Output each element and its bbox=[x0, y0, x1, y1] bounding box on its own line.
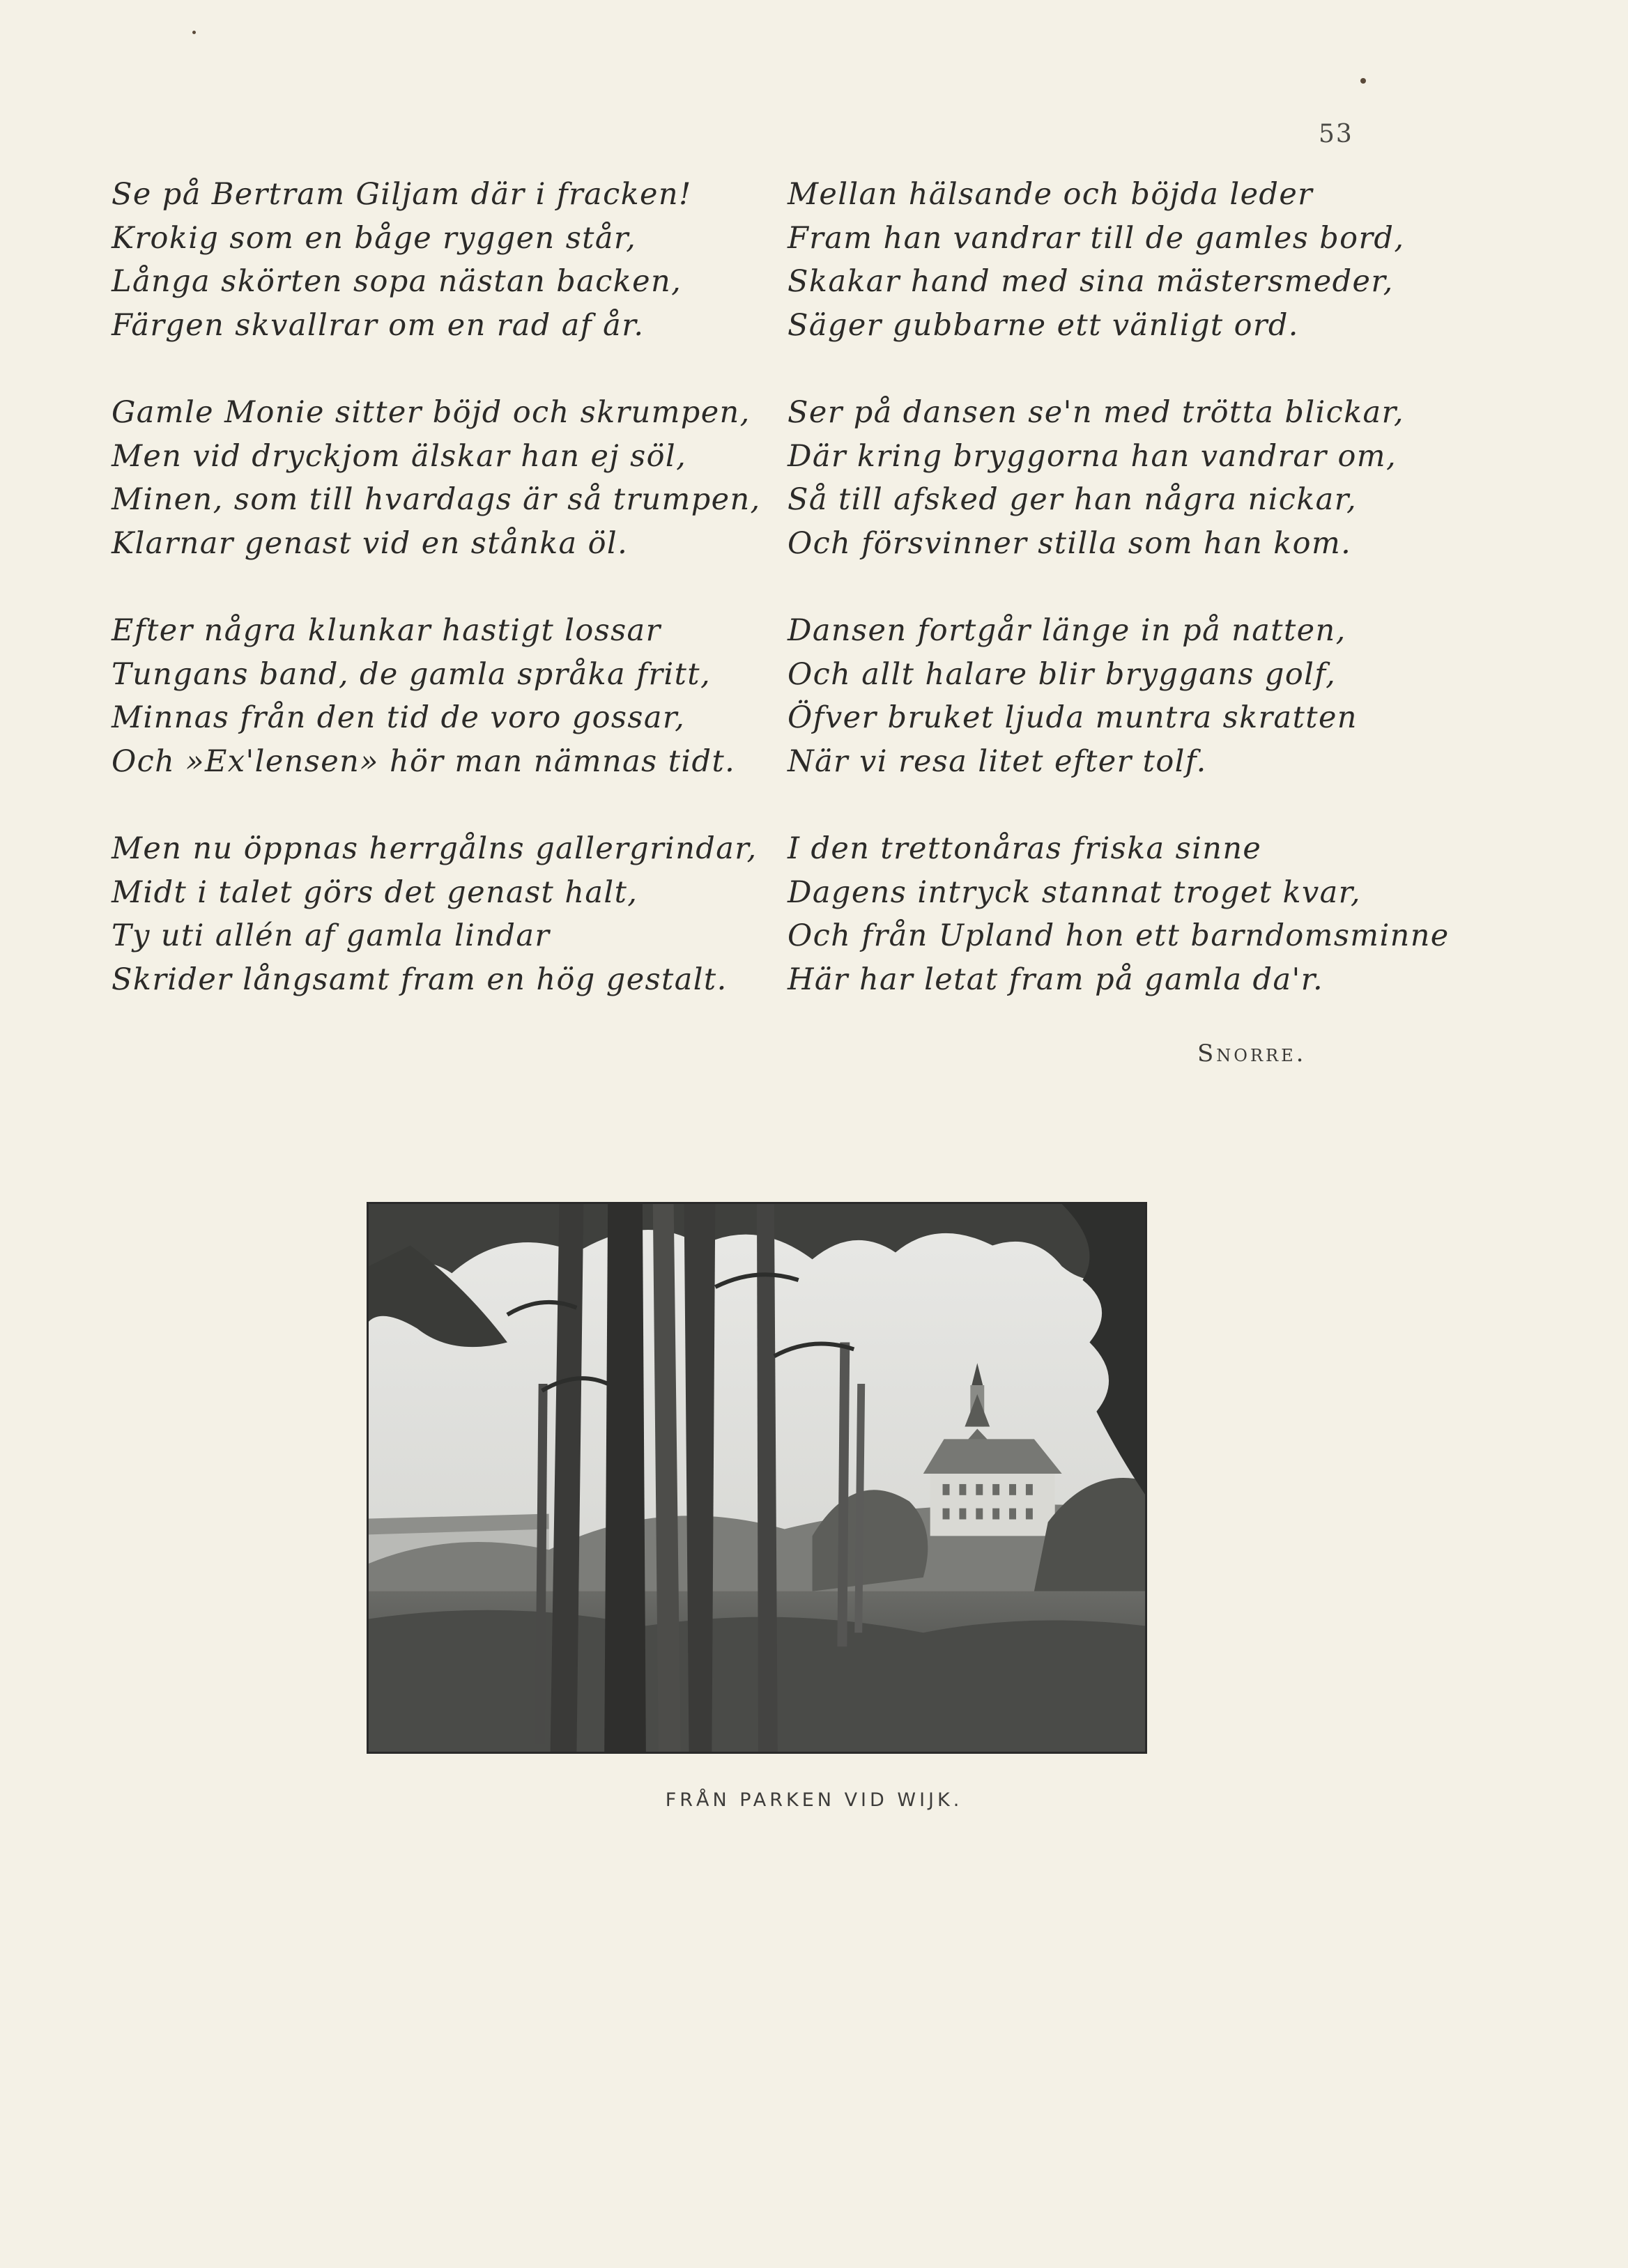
poem-line: Där kring bryggorna han vandrar om, bbox=[788, 438, 1397, 474]
poem-line: När vi resa litet efter tolf. bbox=[788, 743, 1207, 779]
poem-line: Efter några klunkar hastigt lossar bbox=[112, 613, 661, 648]
poem-line: Krokig som en båge ryggen står, bbox=[112, 220, 637, 256]
paper-speck bbox=[1360, 78, 1366, 84]
stanza bbox=[788, 827, 1450, 1001]
poem-line: Klarnar genast vid en stånka öl. bbox=[112, 525, 629, 561]
stanza bbox=[112, 391, 761, 565]
poem-line: Ty uti allén af gamla lindar bbox=[112, 918, 551, 953]
poem-line: I den trettonåras friska sinne bbox=[788, 831, 1262, 866]
poem-line: Långa skörten sopa nästan backen, bbox=[112, 264, 682, 299]
poem-line: Men vid dryckjom älskar han ej söl, bbox=[112, 438, 687, 474]
author-signature: Snorre. bbox=[1197, 1040, 1307, 1067]
poem-line: Gamle Monie sitter böjd och skrumpen, bbox=[112, 395, 751, 430]
poem-line: Och allt halare blir bryggans golf, bbox=[788, 656, 1337, 692]
poem-line: Mellan hälsande och böjda leder bbox=[788, 177, 1314, 212]
poem-line: Fram han vandrar till de gamles bord, bbox=[788, 220, 1405, 256]
poem-line: Här har letat fram på gamla da'r. bbox=[788, 962, 1324, 997]
poem-line: Men nu öppnas herrgålns gallergrindar, bbox=[112, 831, 758, 866]
poem-line: Öfver bruket ljuda muntra skratten bbox=[788, 700, 1358, 735]
poem-line: Så till afsked ger han några nickar, bbox=[788, 482, 1358, 517]
stanza bbox=[112, 173, 739, 347]
stanza bbox=[112, 609, 739, 783]
page-number: 53 bbox=[1319, 120, 1353, 148]
poem-line: Färgen skvallrar om en rad af år. bbox=[112, 307, 645, 343]
photo-caption: FRÅN PARKEN VID WIJK. bbox=[665, 1789, 963, 1811]
poem-line: Minen, som till hvardags är så trumpen, bbox=[112, 482, 761, 517]
paper-speck bbox=[192, 31, 196, 34]
poem-line: Skakar hand med sina mästersmeder, bbox=[788, 264, 1394, 299]
poem-line: Dagens intryck stannat troget kvar, bbox=[788, 874, 1361, 910]
poem-line: Tungans band, de gamla språka fritt, bbox=[112, 656, 712, 692]
stanza bbox=[788, 391, 1429, 565]
poem-line: Säger gubbarne ett vänligt ord. bbox=[788, 307, 1299, 343]
poem-line: Och försvinner stilla som han kom. bbox=[788, 525, 1352, 561]
stanza bbox=[112, 827, 758, 1001]
stanza bbox=[788, 173, 1429, 347]
poem-line: Ser på dansen se'n med trötta blickar, bbox=[788, 395, 1404, 430]
poem-line: Dansen fortgår länge in på natten, bbox=[788, 613, 1346, 648]
poem-line: Skrider långsamt fram en hög gestalt. bbox=[112, 962, 728, 997]
poem-line: Midt i talet görs det genast halt, bbox=[112, 874, 638, 910]
poem-line: Se på Bertram Giljam där i fracken! bbox=[112, 177, 692, 212]
park-scene-image bbox=[369, 1204, 1145, 1752]
stanza bbox=[788, 609, 1429, 783]
poem-line: Och från Upland hon ett barndomsminne bbox=[788, 918, 1450, 953]
park-photograph bbox=[367, 1202, 1147, 1754]
poem-left-column bbox=[112, 173, 761, 1045]
poem-line: Och »Ex'lensen» hör man nämnas tidt. bbox=[112, 743, 736, 779]
poem-line: Minnas från den tid de voro gossar, bbox=[112, 700, 686, 735]
poem-right-column bbox=[788, 173, 1450, 1045]
